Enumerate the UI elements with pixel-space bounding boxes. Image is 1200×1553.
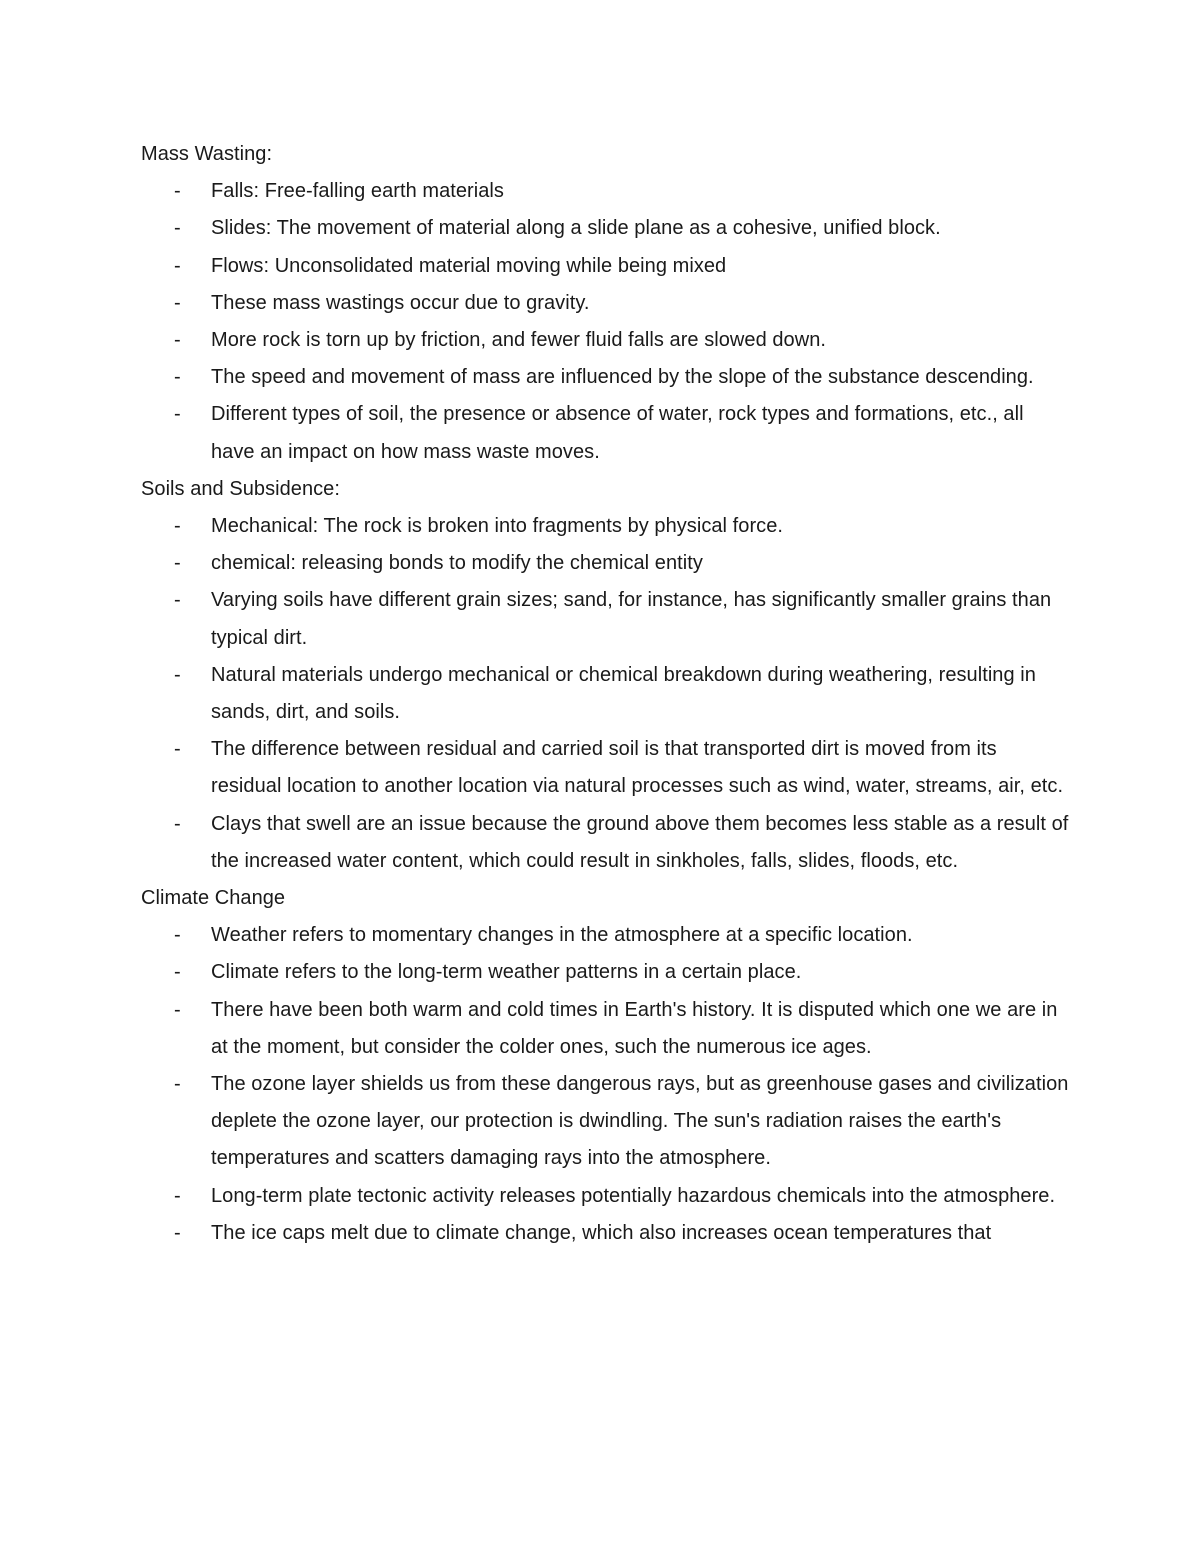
list-item-text: Different types of soil, the presence or absence of water, rock types and formations, etc., all have an impact on how mass waste moves. bbox=[211, 403, 1024, 463]
bullet-dash: - bbox=[174, 254, 181, 277]
list-item-text: The ice caps melt due to climate change, which also increases ocean temperatures that bbox=[211, 1221, 992, 1244]
list-item bbox=[141, 210, 1071, 247]
bullet-dash: - bbox=[174, 738, 181, 761]
list-item-text: chemical: releasing bonds to modify the chemical entity bbox=[211, 552, 703, 575]
list-item bbox=[141, 322, 1071, 359]
list-item bbox=[141, 173, 1071, 210]
section-heading: Soils and Subsidence: bbox=[141, 477, 340, 500]
list-item-text: There have been both warm and cold times in Earth's history. It is disputed which one we are in at the moment, but consider the colder ones, such the numerous ice ages. bbox=[211, 998, 1058, 1058]
list-item-text: These mass wastings occur due to gravity. bbox=[211, 291, 590, 314]
bullet-dash: - bbox=[174, 1073, 181, 1096]
list-item bbox=[141, 545, 1071, 582]
document-body bbox=[141, 136, 1071, 1252]
list-item bbox=[141, 954, 1071, 991]
list-item-text: Long-term plate tectonic activity releases potentially hazardous chemicals into the atmosphere. bbox=[211, 1184, 1056, 1207]
bullet-dash: - bbox=[174, 329, 181, 352]
bullet-dash: - bbox=[174, 1221, 181, 1244]
list-item-text: Weather refers to momentary changes in the atmosphere at a specific location. bbox=[211, 924, 913, 947]
bullet-dash: - bbox=[174, 924, 181, 947]
bullet-dash: - bbox=[174, 180, 181, 203]
list-item bbox=[141, 731, 1071, 805]
list-item-text: Slides: The movement of material along a slide plane as a cohesive, unified block. bbox=[211, 217, 941, 240]
list-item bbox=[141, 806, 1071, 880]
list-item-text: Flows: Unconsolidated material moving while being mixed bbox=[211, 254, 727, 277]
list-item-text: Mechanical: The rock is broken into fragments by physical force. bbox=[211, 515, 783, 538]
list-item bbox=[141, 1066, 1071, 1178]
bullet-dash: - bbox=[174, 589, 181, 612]
list-item-text: The difference between residual and carried soil is that transported dirt is moved from its residual location to another location via natural processes such as wind, water, streams, air, etc. bbox=[211, 738, 1064, 798]
list-item bbox=[141, 508, 1071, 545]
section-heading: Mass Wasting: bbox=[141, 143, 273, 165]
bullet-dash: - bbox=[174, 998, 181, 1021]
list-item bbox=[141, 396, 1071, 470]
list-item bbox=[141, 1178, 1071, 1215]
bullet-list bbox=[141, 173, 1071, 471]
bullet-dash: - bbox=[174, 403, 181, 426]
list-item-text: Climate refers to the long-term weather patterns in a certain place. bbox=[211, 961, 802, 984]
list-item bbox=[141, 285, 1071, 322]
bullet-list bbox=[141, 508, 1071, 880]
bullet-list bbox=[141, 917, 1071, 1252]
list-item bbox=[141, 248, 1071, 285]
bullet-dash: - bbox=[174, 552, 181, 575]
bullet-dash: - bbox=[174, 961, 181, 984]
list-item bbox=[141, 917, 1071, 954]
list-item-text: The speed and movement of mass are influenced by the slope of the substance descending. bbox=[211, 366, 1034, 389]
bullet-dash: - bbox=[174, 515, 181, 538]
section-climate-change bbox=[141, 880, 1071, 1252]
list-item bbox=[141, 657, 1071, 731]
list-item bbox=[141, 1215, 1071, 1252]
bullet-dash: - bbox=[174, 1184, 181, 1207]
list-item bbox=[141, 359, 1071, 396]
section-soils-and-subsidence bbox=[141, 471, 1071, 880]
list-item bbox=[141, 582, 1071, 656]
list-item bbox=[141, 992, 1071, 1066]
list-item-text: Clays that swell are an issue because the ground above them becomes less stable as a result of the increased water content, which could result in sinkholes, falls, slides, floods, etc. bbox=[211, 812, 1069, 872]
bullet-dash: - bbox=[174, 217, 181, 240]
bullet-dash: - bbox=[174, 812, 181, 835]
bullet-dash: - bbox=[174, 663, 181, 686]
section-heading: Climate Change bbox=[141, 887, 286, 910]
bullet-dash: - bbox=[174, 291, 181, 314]
list-item-text: The ozone layer shields us from these dangerous rays, but as greenhouse gases and civilization deplete the ozone layer, our protection is dwindling. The sun's radiation raises the earth's temperatures and scatters damaging rays into the atmosphere. bbox=[211, 1073, 1069, 1170]
list-item-text: Falls: Free-falling earth materials bbox=[211, 180, 504, 203]
list-item-text: Varying soils have different grain sizes; sand, for instance, has significantly smaller grains than typical dirt. bbox=[211, 589, 1052, 649]
section-mass-wasting bbox=[141, 136, 1071, 471]
list-item-text: Natural materials undergo mechanical or chemical breakdown during weathering, resulting in sands, dirt, and soils. bbox=[211, 663, 1036, 724]
list-item-text: More rock is torn up by friction, and fewer fluid falls are slowed down. bbox=[211, 329, 826, 352]
bullet-dash: - bbox=[174, 366, 181, 389]
